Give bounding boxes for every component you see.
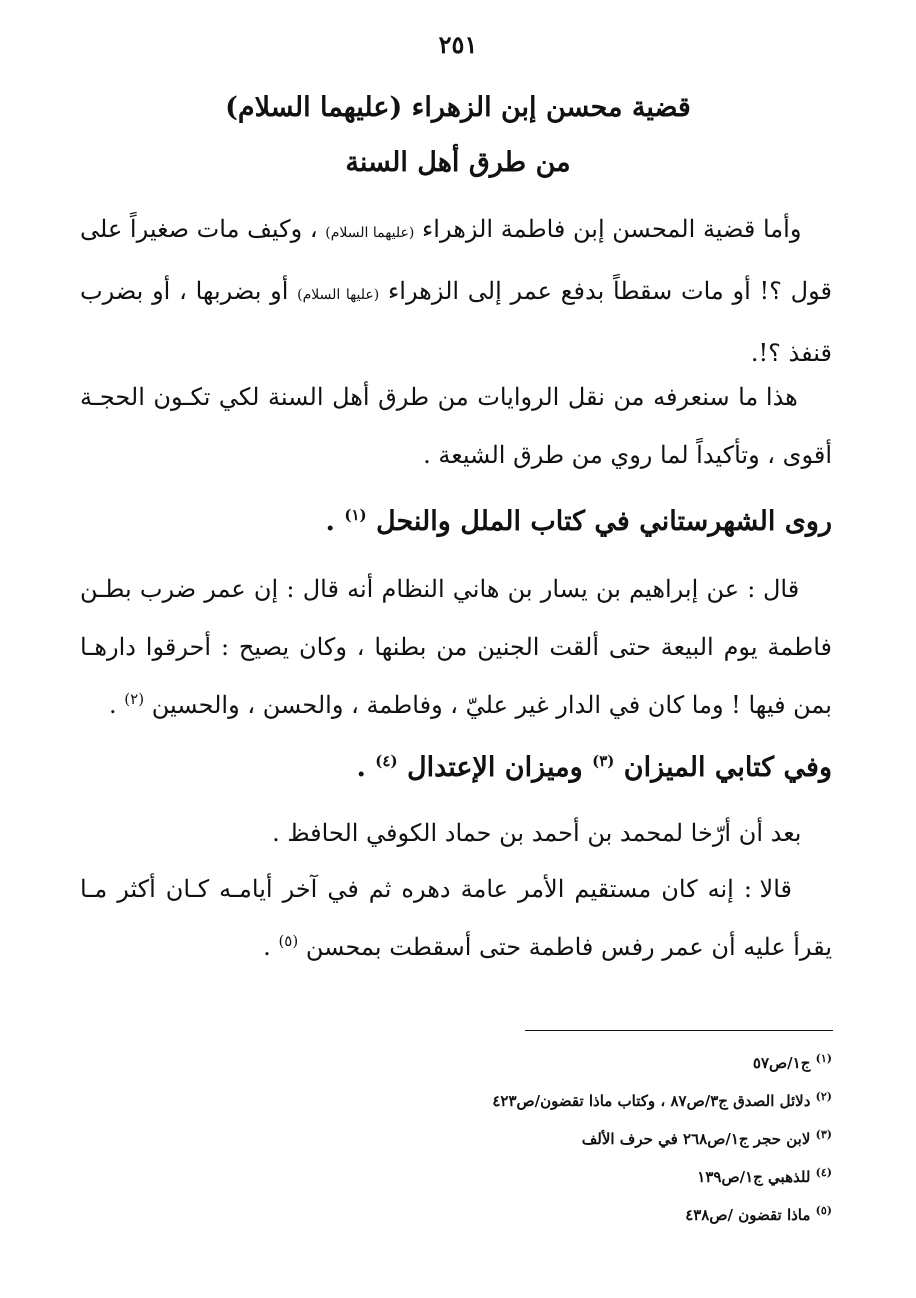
footnote-ref-3: (٣): [592, 752, 615, 770]
intro-line3-text: بضرب قنفذ ؟!.: [80, 277, 832, 367]
heading-mizan-end: .: [356, 752, 366, 783]
heading-mizan-text-b: وميزان الإعتدال: [406, 752, 583, 783]
footnote-4-text: للذهبي ج١/ص١٣٩: [697, 1168, 811, 1186]
intro-line2-end: أو بضربها ، أو: [152, 277, 289, 305]
heading-mizan: [80, 752, 832, 783]
paragraph-2: [80, 368, 832, 484]
heading-shahrastani: [80, 506, 832, 537]
page-subtitle: من طرق أهل السنة: [345, 147, 571, 178]
footnote-1-number: (١): [815, 1052, 832, 1065]
intro-line2-text: على قول ؟! أو مات سقطاً بدفع عمر إلى الزهراء: [80, 215, 832, 305]
intro-paragraph: [80, 200, 832, 382]
intro-line2-honorific: (عليها السلام): [297, 287, 380, 303]
paragraph-3-text: قال : عن إبراهيم بن يسار بن هاني النظام أنه قال : إن عمر ضرب بطـن فاطمة يوم البيعة حتى ألقت الجنين من بطنها ، وكان يصيح : أحرقوا دارهـا بمن فيها ! وما كان في الدار غير عليّ ، وفاطمة ، والحسن ، والحسين: [80, 575, 833, 719]
footnote-4-number: (٤): [815, 1166, 832, 1179]
intro-line1-honorific: (عليهما السلام): [325, 225, 415, 241]
heading-shahrastani-text: روى الشهرستاني في كتاب الملل والنحل: [376, 506, 832, 537]
page-number: ٢٥١: [438, 30, 478, 59]
paragraph-2-text: هذا ما سنعرفه من نقل الروايات من طرق أهل السنة لكي تكـون الحجـة أقوى ، وتأكيداً لما روي من طرق الشيعة .: [80, 383, 832, 469]
footnote-5-number: (٥): [815, 1204, 832, 1217]
footnote-3-number: (٣): [815, 1128, 832, 1141]
footnote-4: [232, 1156, 832, 1194]
footnote-ref-2: (٢): [124, 690, 145, 708]
footnote-2-number: (٢): [815, 1090, 832, 1103]
footnote-5: [232, 1194, 832, 1232]
paragraph-4: [80, 804, 832, 862]
paragraph-5: [80, 860, 832, 976]
footnote-ref-1: (١): [344, 506, 367, 524]
footnote-1-text: ج١/ص٥٧: [752, 1054, 811, 1072]
paragraph-3: [80, 560, 832, 734]
footnote-ref-5: (٥): [278, 932, 299, 950]
footnote-5-text: ماذا تقضون /ص٤٣٨: [685, 1206, 811, 1224]
footnote-2: [232, 1080, 832, 1118]
intro-line1-text: وأما قضية المحسن إبن فاطمة الزهراء: [422, 215, 802, 243]
footnote-3: [232, 1118, 832, 1156]
page-title: قضية محسن إبن الزهراء (عليهما السلام): [225, 92, 691, 123]
footnote-2-text: دلائل الصدق ج٣/ص٨٧ ، وكتاب ماذا تقضون/ص٤٢٣: [492, 1092, 811, 1110]
footnotes-list: [232, 1042, 832, 1232]
paragraph-5-end: .: [263, 933, 271, 961]
heading-mizan-text-a: وفي كتابي الميزان: [623, 752, 832, 783]
footnote-separator: [525, 1030, 833, 1031]
paragraph-4-text: بعد أن أرّخا لمحمد بن أحمد بن حماد الكوفي الحافظ .: [272, 819, 802, 847]
footnote-1: [232, 1042, 832, 1080]
footnote-3-text: لابن حجر ج١/ص٢٦٨ في حرف الألف: [581, 1130, 811, 1148]
paragraph-3-end: .: [109, 691, 117, 719]
intro-line1-end: ، وكيف مات صغيراً: [129, 215, 318, 243]
footnote-ref-4: (٤): [375, 752, 398, 770]
paragraph-5-text: قالا : إنه كان مستقيم الأمر عامة دهره ثم في آخر أيامـه كـان أكثر مـا يقرأ عليه أن عمر رفس فاطمة حتى أسقطت بمحسن: [80, 875, 832, 961]
heading-shahrastani-end: .: [325, 506, 335, 537]
